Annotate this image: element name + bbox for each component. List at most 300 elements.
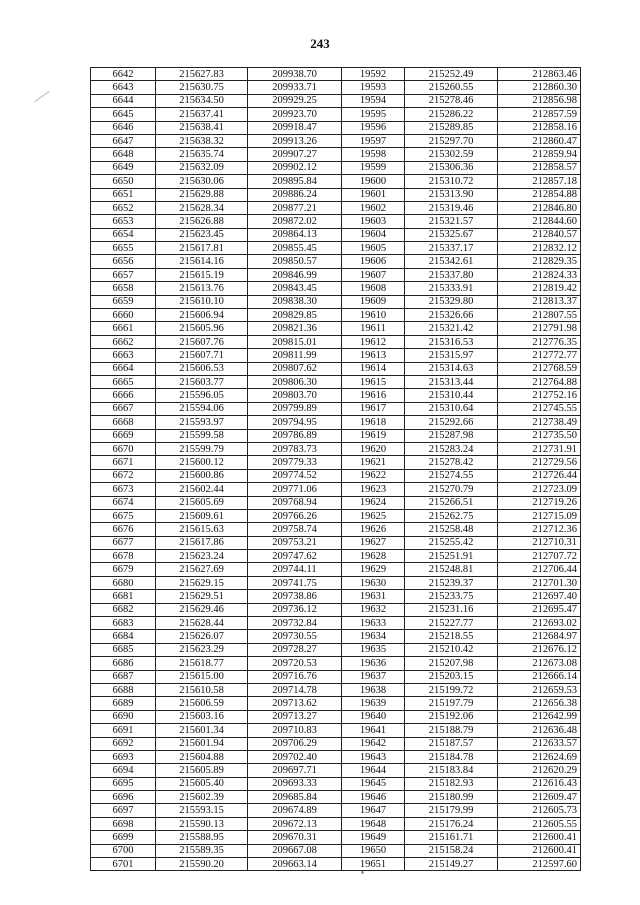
point-number-right-cell: 19649	[342, 831, 405, 844]
point-number-right-cell: 19628	[342, 550, 405, 563]
y-coordinate-left-cell: 209864.13	[248, 228, 342, 241]
y-coordinate-right-cell: 212854.88	[498, 188, 581, 201]
y-coordinate-right-cell: 212723.09	[498, 483, 581, 496]
y-coordinate-right-cell: 212620.29	[498, 764, 581, 777]
y-coordinate-left-cell: 209938.70	[248, 68, 342, 81]
x-coordinate-left-cell: 215609.61	[156, 509, 248, 522]
x-coordinate-left-cell: 215605.69	[156, 496, 248, 509]
point-number-left-cell: 6643	[91, 81, 156, 94]
x-coordinate-left-cell: 215635.74	[156, 148, 248, 161]
x-coordinate-left-cell: 215607.71	[156, 349, 248, 362]
x-coordinate-left-cell: 215618.77	[156, 657, 248, 670]
table-row	[91, 161, 581, 174]
y-coordinate-left-cell: 209907.27	[248, 148, 342, 161]
y-coordinate-left-cell: 209693.33	[248, 777, 342, 790]
x-coordinate-left-cell: 215589.35	[156, 844, 248, 857]
point-number-right-cell: 19619	[342, 429, 405, 442]
x-coordinate-left-cell: 215588.95	[156, 831, 248, 844]
point-number-right-cell: 19618	[342, 416, 405, 429]
x-coordinate-left-cell: 215606.94	[156, 309, 248, 322]
table-row	[91, 309, 581, 322]
point-number-left-cell: 6682	[91, 603, 156, 616]
x-coordinate-right-cell: 215274.55	[405, 469, 498, 482]
point-number-right-cell: 19648	[342, 817, 405, 830]
y-coordinate-right-cell: 212829.35	[498, 255, 581, 268]
point-number-right-cell: 19615	[342, 375, 405, 388]
table-row	[91, 710, 581, 723]
y-coordinate-left-cell: 209877.21	[248, 201, 342, 214]
point-number-right-cell: 19643	[342, 750, 405, 763]
point-number-left-cell: 6687	[91, 670, 156, 683]
point-number-left-cell: 6663	[91, 349, 156, 362]
x-coordinate-right-cell: 215203.15	[405, 670, 498, 683]
y-coordinate-right-cell: 212666.14	[498, 670, 581, 683]
table-row	[91, 483, 581, 496]
x-coordinate-right-cell: 215180.99	[405, 791, 498, 804]
y-coordinate-left-cell: 209807.62	[248, 362, 342, 375]
table-row	[91, 215, 581, 228]
point-number-left-cell: 6700	[91, 844, 156, 857]
x-coordinate-right-cell: 215197.79	[405, 697, 498, 710]
x-coordinate-right-cell: 215289.85	[405, 121, 498, 134]
y-coordinate-left-cell: 209895.84	[248, 175, 342, 188]
point-number-right-cell: 19623	[342, 483, 405, 496]
y-coordinate-left-cell: 209799.89	[248, 402, 342, 415]
point-number-left-cell: 6647	[91, 134, 156, 147]
x-coordinate-left-cell: 215628.34	[156, 201, 248, 214]
y-coordinate-right-cell: 212600.41	[498, 844, 581, 857]
x-coordinate-right-cell: 215278.42	[405, 456, 498, 469]
y-coordinate-right-cell: 212624.69	[498, 750, 581, 763]
x-coordinate-left-cell: 215605.89	[156, 764, 248, 777]
y-coordinate-left-cell: 209933.71	[248, 81, 342, 94]
x-coordinate-left-cell: 215627.83	[156, 68, 248, 81]
x-coordinate-left-cell: 215590.13	[156, 817, 248, 830]
table-row	[91, 121, 581, 134]
y-coordinate-right-cell: 212729.56	[498, 456, 581, 469]
table-row	[91, 68, 581, 81]
point-number-right-cell: 19622	[342, 469, 405, 482]
y-coordinate-right-cell: 212860.47	[498, 134, 581, 147]
x-coordinate-right-cell: 215283.24	[405, 442, 498, 455]
point-number-left-cell: 6676	[91, 523, 156, 536]
x-coordinate-left-cell: 215600.12	[156, 456, 248, 469]
y-coordinate-right-cell: 212791.98	[498, 322, 581, 335]
x-coordinate-left-cell: 215623.45	[156, 228, 248, 241]
y-coordinate-left-cell: 209736.12	[248, 603, 342, 616]
y-coordinate-left-cell: 209728.27	[248, 643, 342, 656]
x-coordinate-right-cell: 215310.64	[405, 402, 498, 415]
point-number-right-cell: 19640	[342, 710, 405, 723]
point-number-right-cell: 19610	[342, 309, 405, 322]
y-coordinate-right-cell: 212731.91	[498, 442, 581, 455]
point-number-right-cell: 19642	[342, 737, 405, 750]
x-coordinate-right-cell: 215149.27	[405, 858, 498, 871]
y-coordinate-right-cell: 212832.12	[498, 242, 581, 255]
x-coordinate-right-cell: 215176.24	[405, 817, 498, 830]
x-coordinate-left-cell: 215626.88	[156, 215, 248, 228]
point-number-left-cell: 6695	[91, 777, 156, 790]
point-number-left-cell: 6652	[91, 201, 156, 214]
y-coordinate-left-cell: 209821.36	[248, 322, 342, 335]
table-row	[91, 322, 581, 335]
y-coordinate-left-cell: 209846.99	[248, 268, 342, 281]
point-number-left-cell: 6680	[91, 576, 156, 589]
point-number-right-cell: 19592	[342, 68, 405, 81]
point-number-left-cell: 6673	[91, 483, 156, 496]
point-number-left-cell: 6655	[91, 242, 156, 255]
point-number-left-cell: 6691	[91, 724, 156, 737]
point-number-right-cell: 19646	[342, 791, 405, 804]
y-coordinate-right-cell: 212719.26	[498, 496, 581, 509]
table-row	[91, 603, 581, 616]
table-row	[91, 148, 581, 161]
y-coordinate-left-cell: 209663.14	[248, 858, 342, 871]
table-row	[91, 94, 581, 107]
x-coordinate-left-cell: 215632.09	[156, 161, 248, 174]
x-coordinate-right-cell: 215158.24	[405, 844, 498, 857]
x-coordinate-right-cell: 215321.42	[405, 322, 498, 335]
y-coordinate-left-cell: 209667.08	[248, 844, 342, 857]
x-coordinate-left-cell: 215615.00	[156, 670, 248, 683]
point-number-right-cell: 19599	[342, 161, 405, 174]
y-coordinate-left-cell: 209855.45	[248, 242, 342, 255]
point-number-right-cell: 19597	[342, 134, 405, 147]
y-coordinate-right-cell: 212656.38	[498, 697, 581, 710]
point-number-right-cell: 19606	[342, 255, 405, 268]
x-coordinate-right-cell: 215199.72	[405, 683, 498, 696]
x-coordinate-right-cell: 215306.36	[405, 161, 498, 174]
table-row	[91, 817, 581, 830]
point-number-left-cell: 6686	[91, 657, 156, 670]
footer-mark	[361, 871, 364, 874]
point-number-right-cell: 19630	[342, 576, 405, 589]
point-number-left-cell: 6693	[91, 750, 156, 763]
x-coordinate-right-cell: 215319.46	[405, 201, 498, 214]
point-number-left-cell: 6654	[91, 228, 156, 241]
x-coordinate-right-cell: 215248.81	[405, 563, 498, 576]
y-coordinate-left-cell: 209918.47	[248, 121, 342, 134]
x-coordinate-left-cell: 215607.76	[156, 335, 248, 348]
point-number-right-cell: 19626	[342, 523, 405, 536]
point-number-right-cell: 19612	[342, 335, 405, 348]
y-coordinate-right-cell: 212706.44	[498, 563, 581, 576]
point-number-left-cell: 6683	[91, 617, 156, 630]
x-coordinate-left-cell: 215629.88	[156, 188, 248, 201]
point-number-right-cell: 19614	[342, 362, 405, 375]
table-row	[91, 402, 581, 415]
y-coordinate-right-cell: 212768.59	[498, 362, 581, 375]
x-coordinate-right-cell: 215233.75	[405, 590, 498, 603]
table-row	[91, 188, 581, 201]
point-number-right-cell: 19602	[342, 201, 405, 214]
point-number-left-cell: 6689	[91, 697, 156, 710]
y-coordinate-right-cell: 212697.40	[498, 590, 581, 603]
point-number-left-cell: 6651	[91, 188, 156, 201]
point-number-right-cell: 19604	[342, 228, 405, 241]
y-coordinate-left-cell: 209747.62	[248, 550, 342, 563]
y-coordinate-right-cell: 212772.77	[498, 349, 581, 362]
y-coordinate-left-cell: 209674.89	[248, 804, 342, 817]
x-coordinate-right-cell: 215314.63	[405, 362, 498, 375]
y-coordinate-right-cell: 212858.57	[498, 161, 581, 174]
x-coordinate-right-cell: 215207.98	[405, 657, 498, 670]
x-coordinate-right-cell: 215266.51	[405, 496, 498, 509]
y-coordinate-left-cell: 209815.01	[248, 335, 342, 348]
point-number-left-cell: 6665	[91, 375, 156, 388]
y-coordinate-left-cell: 209829.85	[248, 309, 342, 322]
x-coordinate-left-cell: 215599.79	[156, 442, 248, 455]
y-coordinate-right-cell: 212695.47	[498, 603, 581, 616]
table-row	[91, 777, 581, 790]
table-row	[91, 536, 581, 549]
point-number-left-cell: 6671	[91, 456, 156, 469]
point-number-right-cell: 19609	[342, 295, 405, 308]
y-coordinate-left-cell: 209923.70	[248, 108, 342, 121]
point-number-left-cell: 6677	[91, 536, 156, 549]
y-coordinate-left-cell: 209714.78	[248, 683, 342, 696]
y-coordinate-right-cell: 212859.94	[498, 148, 581, 161]
x-coordinate-right-cell: 215262.75	[405, 509, 498, 522]
table-row	[91, 496, 581, 509]
point-number-left-cell: 6678	[91, 550, 156, 563]
x-coordinate-right-cell: 215310.44	[405, 389, 498, 402]
point-number-right-cell: 19638	[342, 683, 405, 696]
y-coordinate-left-cell: 209720.53	[248, 657, 342, 670]
x-coordinate-left-cell: 215610.58	[156, 683, 248, 696]
point-number-right-cell: 19600	[342, 175, 405, 188]
y-coordinate-left-cell: 209838.30	[248, 295, 342, 308]
x-coordinate-right-cell: 215183.84	[405, 764, 498, 777]
table-row	[91, 683, 581, 696]
x-coordinate-left-cell: 215593.97	[156, 416, 248, 429]
y-coordinate-right-cell: 212605.55	[498, 817, 581, 830]
point-number-left-cell: 6697	[91, 804, 156, 817]
table-row	[91, 737, 581, 750]
x-coordinate-left-cell: 215617.81	[156, 242, 248, 255]
point-number-left-cell: 6642	[91, 68, 156, 81]
y-coordinate-right-cell: 212856.98	[498, 94, 581, 107]
point-number-left-cell: 6670	[91, 442, 156, 455]
x-coordinate-right-cell: 215287.98	[405, 429, 498, 442]
table-row	[91, 295, 581, 308]
table-row	[91, 630, 581, 643]
x-coordinate-left-cell: 215602.44	[156, 483, 248, 496]
y-coordinate-right-cell: 212840.57	[498, 228, 581, 241]
point-number-left-cell: 6661	[91, 322, 156, 335]
x-coordinate-left-cell: 215594.06	[156, 402, 248, 415]
table-row	[91, 335, 581, 348]
y-coordinate-left-cell: 209803.70	[248, 389, 342, 402]
x-coordinate-left-cell: 215590.20	[156, 858, 248, 871]
y-coordinate-left-cell: 209738.86	[248, 590, 342, 603]
y-coordinate-left-cell: 209794.95	[248, 416, 342, 429]
point-number-right-cell: 19635	[342, 643, 405, 656]
x-coordinate-left-cell: 215599.58	[156, 429, 248, 442]
x-coordinate-left-cell: 215603.77	[156, 375, 248, 388]
x-coordinate-right-cell: 215342.61	[405, 255, 498, 268]
point-number-left-cell: 6681	[91, 590, 156, 603]
table-row	[91, 228, 581, 241]
point-number-right-cell: 19647	[342, 804, 405, 817]
point-number-right-cell: 19650	[342, 844, 405, 857]
point-number-right-cell: 19594	[342, 94, 405, 107]
x-coordinate-left-cell: 215628.44	[156, 617, 248, 630]
y-coordinate-left-cell: 209697.71	[248, 764, 342, 777]
x-coordinate-right-cell: 215292.66	[405, 416, 498, 429]
x-coordinate-right-cell: 215184.78	[405, 750, 498, 763]
y-coordinate-left-cell: 209768.94	[248, 496, 342, 509]
point-number-right-cell: 19603	[342, 215, 405, 228]
y-coordinate-right-cell: 212735.50	[498, 429, 581, 442]
x-coordinate-right-cell: 215187.57	[405, 737, 498, 750]
point-number-right-cell: 19595	[342, 108, 405, 121]
point-number-right-cell: 19639	[342, 697, 405, 710]
y-coordinate-right-cell: 212745.55	[498, 402, 581, 415]
x-coordinate-right-cell: 215326.66	[405, 309, 498, 322]
point-number-left-cell: 6648	[91, 148, 156, 161]
coordinates-table-body	[91, 68, 581, 871]
point-number-left-cell: 6650	[91, 175, 156, 188]
x-coordinate-right-cell: 215218.55	[405, 630, 498, 643]
table-row	[91, 469, 581, 482]
x-coordinate-right-cell: 215182.93	[405, 777, 498, 790]
table-row	[91, 791, 581, 804]
y-coordinate-left-cell: 209730.55	[248, 630, 342, 643]
table-row	[91, 282, 581, 295]
point-number-left-cell: 6662	[91, 335, 156, 348]
point-number-left-cell: 6644	[91, 94, 156, 107]
x-coordinate-right-cell: 215315.97	[405, 349, 498, 362]
point-number-left-cell: 6646	[91, 121, 156, 134]
table-row	[91, 550, 581, 563]
point-number-left-cell: 6688	[91, 683, 156, 696]
y-coordinate-left-cell: 209786.89	[248, 429, 342, 442]
y-coordinate-left-cell: 209886.24	[248, 188, 342, 201]
x-coordinate-left-cell: 215630.75	[156, 81, 248, 94]
y-coordinate-right-cell: 212715.09	[498, 509, 581, 522]
y-coordinate-left-cell: 209779.33	[248, 456, 342, 469]
table-row	[91, 349, 581, 362]
y-coordinate-left-cell: 209741.75	[248, 576, 342, 589]
y-coordinate-right-cell: 212633.57	[498, 737, 581, 750]
y-coordinate-left-cell: 209872.02	[248, 215, 342, 228]
y-coordinate-left-cell: 209713.27	[248, 710, 342, 723]
x-coordinate-right-cell: 215286.22	[405, 108, 498, 121]
y-coordinate-right-cell: 212707.72	[498, 550, 581, 563]
y-coordinate-right-cell: 212710.31	[498, 536, 581, 549]
point-number-right-cell: 19651	[342, 858, 405, 871]
x-coordinate-left-cell: 215604.88	[156, 750, 248, 763]
point-number-left-cell: 6666	[91, 389, 156, 402]
table-row	[91, 576, 581, 589]
table-row	[91, 764, 581, 777]
point-number-left-cell: 6649	[91, 161, 156, 174]
y-coordinate-left-cell: 209902.12	[248, 161, 342, 174]
table-row	[91, 750, 581, 763]
x-coordinate-right-cell: 215251.91	[405, 550, 498, 563]
table-row	[91, 724, 581, 737]
point-number-left-cell: 6692	[91, 737, 156, 750]
table-row	[91, 134, 581, 147]
point-number-right-cell: 19636	[342, 657, 405, 670]
x-coordinate-right-cell: 215313.90	[405, 188, 498, 201]
x-coordinate-left-cell: 215606.53	[156, 362, 248, 375]
x-coordinate-right-cell: 215321.57	[405, 215, 498, 228]
y-coordinate-right-cell: 212636.48	[498, 724, 581, 737]
y-coordinate-right-cell: 212597.60	[498, 858, 581, 871]
x-coordinate-right-cell: 215325.67	[405, 228, 498, 241]
table-row	[91, 590, 581, 603]
y-coordinate-right-cell: 212609.47	[498, 791, 581, 804]
y-coordinate-left-cell: 209811.99	[248, 349, 342, 362]
table-row	[91, 442, 581, 455]
y-coordinate-right-cell: 212616.43	[498, 777, 581, 790]
table-row	[91, 844, 581, 857]
x-coordinate-right-cell: 215329.80	[405, 295, 498, 308]
y-coordinate-left-cell: 209753.21	[248, 536, 342, 549]
y-coordinate-right-cell: 212693.02	[498, 617, 581, 630]
y-coordinate-left-cell: 209713.62	[248, 697, 342, 710]
x-coordinate-right-cell: 215188.79	[405, 724, 498, 737]
point-number-right-cell: 19613	[342, 349, 405, 362]
y-coordinate-right-cell: 212776.35	[498, 335, 581, 348]
point-number-left-cell: 6668	[91, 416, 156, 429]
table-row	[91, 509, 581, 522]
point-number-left-cell: 6685	[91, 643, 156, 656]
x-coordinate-left-cell: 215638.32	[156, 134, 248, 147]
x-coordinate-left-cell: 215605.96	[156, 322, 248, 335]
x-coordinate-right-cell: 215192.06	[405, 710, 498, 723]
y-coordinate-left-cell: 209732.84	[248, 617, 342, 630]
y-coordinate-right-cell: 212844.60	[498, 215, 581, 228]
y-coordinate-left-cell: 209843.45	[248, 282, 342, 295]
point-number-left-cell: 6701	[91, 858, 156, 871]
x-coordinate-left-cell: 215627.69	[156, 563, 248, 576]
x-coordinate-left-cell: 215634.50	[156, 94, 248, 107]
y-coordinate-right-cell: 212726.44	[498, 469, 581, 482]
x-coordinate-right-cell: 215231.16	[405, 603, 498, 616]
x-coordinate-right-cell: 215227.77	[405, 617, 498, 630]
point-number-left-cell: 6656	[91, 255, 156, 268]
y-coordinate-right-cell: 212712.36	[498, 523, 581, 536]
x-coordinate-left-cell: 215629.46	[156, 603, 248, 616]
point-number-right-cell: 19629	[342, 563, 405, 576]
x-coordinate-left-cell: 215629.15	[156, 576, 248, 589]
y-coordinate-right-cell: 212813.37	[498, 295, 581, 308]
x-coordinate-right-cell: 215255.42	[405, 536, 498, 549]
point-number-left-cell: 6694	[91, 764, 156, 777]
point-number-right-cell: 19620	[342, 442, 405, 455]
point-number-right-cell: 19631	[342, 590, 405, 603]
x-coordinate-right-cell: 215270.79	[405, 483, 498, 496]
x-coordinate-right-cell: 215258.48	[405, 523, 498, 536]
table-row	[91, 697, 581, 710]
point-number-left-cell: 6675	[91, 509, 156, 522]
table-row	[91, 175, 581, 188]
point-number-right-cell: 19608	[342, 282, 405, 295]
point-number-left-cell: 6653	[91, 215, 156, 228]
table-row	[91, 429, 581, 442]
x-coordinate-left-cell: 215603.16	[156, 710, 248, 723]
table-row	[91, 643, 581, 656]
y-coordinate-left-cell: 209672.13	[248, 817, 342, 830]
y-coordinate-left-cell: 209771.06	[248, 483, 342, 496]
x-coordinate-left-cell: 215614.16	[156, 255, 248, 268]
y-coordinate-right-cell: 212846.80	[498, 201, 581, 214]
point-number-left-cell: 6658	[91, 282, 156, 295]
point-number-left-cell: 6672	[91, 469, 156, 482]
